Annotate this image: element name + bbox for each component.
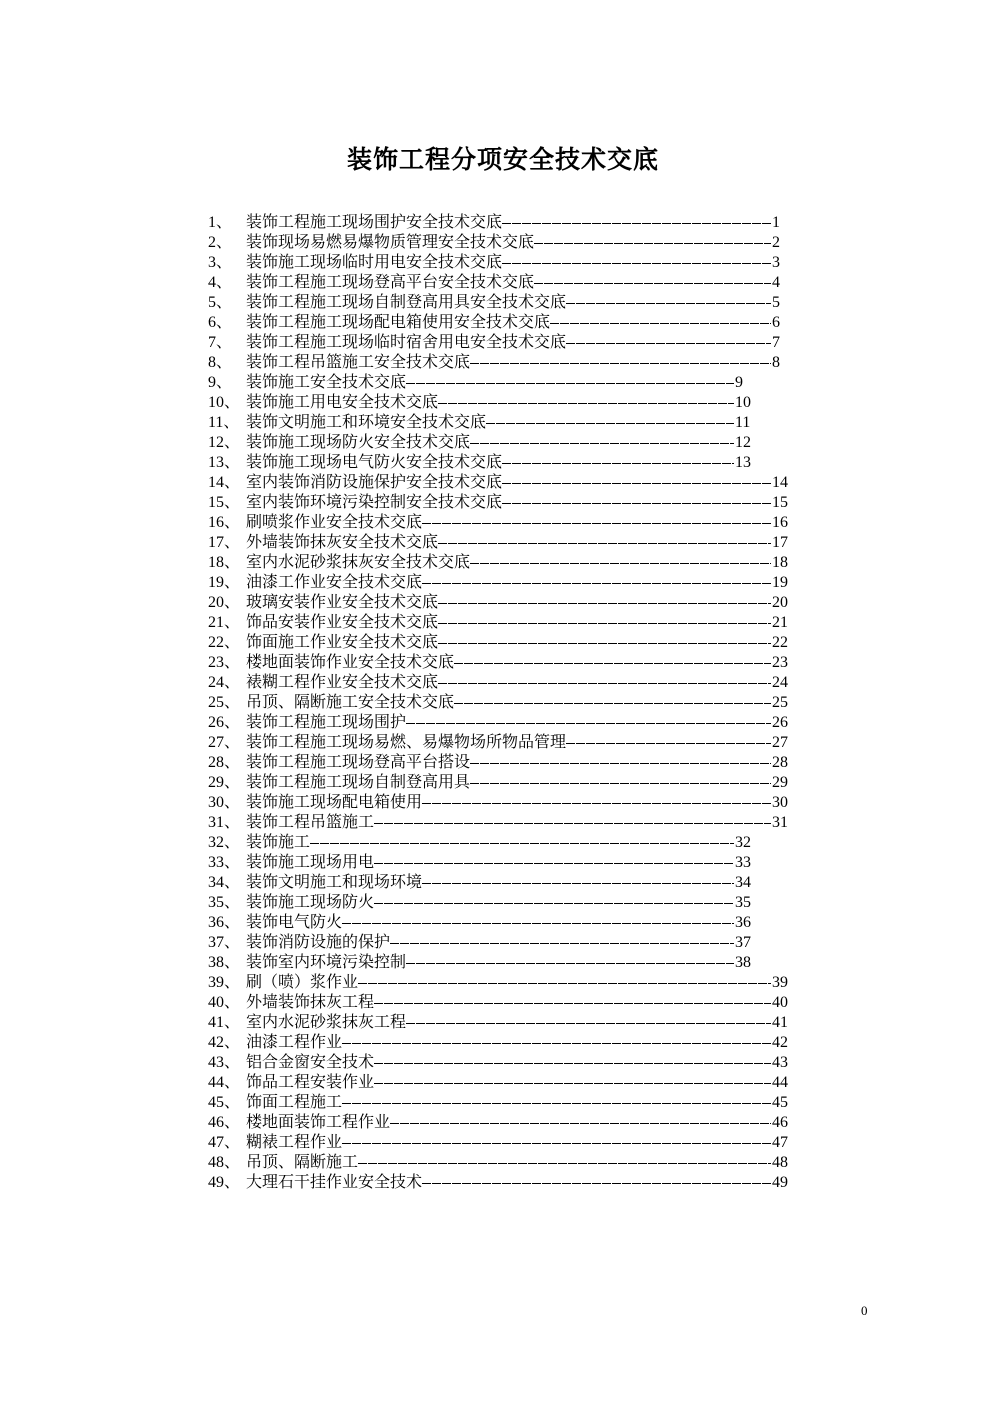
toc-entry-page: 21	[772, 614, 788, 631]
toc-entry-label: 刷喷浆作业安全技术交底	[246, 514, 423, 531]
toc-entry-number: 28、	[208, 754, 241, 771]
toc-entry-page: 32	[735, 834, 751, 851]
toc-entry-label: 装饰施工安全技术交底	[246, 374, 407, 391]
toc-leader-dashes	[342, 1043, 771, 1044]
toc-entry-number: 41、	[208, 1014, 241, 1031]
toc-leader-dashes	[438, 603, 771, 604]
toc-leader-dashes	[454, 703, 771, 704]
toc-entry-label: 装饰施工现场配电箱使用	[246, 794, 423, 811]
toc-entry-label: 铝合金窗安全技术	[246, 1054, 375, 1071]
toc-leader-dashes	[390, 943, 734, 944]
toc-entry-label: 装饰工程施工现场登高平台安全技术交底	[246, 274, 535, 291]
toc-entry-page: 16	[772, 514, 788, 531]
toc-entry-number: 6、	[208, 314, 233, 331]
toc-leader-dashes	[406, 723, 771, 724]
toc-entry-label: 吊顶、隔断施工安全技术交底	[246, 694, 455, 711]
toc-entry-page: 11	[735, 414, 751, 431]
toc-entry-page: 7	[772, 334, 780, 351]
toc-entry-label: 装饰工程施工现场自制登高用具	[246, 774, 471, 791]
toc-entry-page: 49	[772, 1174, 788, 1191]
toc-entry-page: 24	[772, 674, 788, 691]
toc-entry-label: 装饰工程施工现场配电箱使用安全技术交底	[246, 314, 551, 331]
toc-entry-label: 装饰工程施工现场登高平台搭设	[246, 754, 471, 771]
toc-entry-number: 1、	[208, 214, 233, 231]
toc-leader-dashes	[534, 283, 771, 284]
toc-leader-dashes	[374, 1063, 771, 1064]
toc-entry-label: 装饰电气防火	[246, 914, 343, 931]
toc-leader-dashes	[342, 1143, 771, 1144]
toc-entry-number: 37、	[208, 934, 241, 951]
toc-entry-number: 38、	[208, 954, 241, 971]
toc-entry-page: 40	[772, 994, 788, 1011]
toc-entry-page: 8	[772, 354, 780, 371]
toc-leader-dashes	[358, 1163, 771, 1164]
toc-entry-page: 2	[772, 234, 780, 251]
toc-leader-dashes	[374, 1083, 771, 1084]
toc-entry-page: 25	[772, 694, 788, 711]
toc-entry-page: 26	[772, 714, 788, 731]
toc-entry-label: 装饰工程吊篮施工	[246, 814, 375, 831]
toc-leader-dashes	[358, 983, 771, 984]
toc-leader-dashes	[422, 583, 771, 584]
toc-entry-label: 装饰施工用电安全技术交底	[246, 394, 439, 411]
toc-entry-label: 刷（喷）浆作业	[246, 974, 359, 991]
toc-entry-number: 31、	[208, 814, 241, 831]
toc-entry-number: 21、	[208, 614, 241, 631]
toc-entry-label: 楼地面装饰工程作业	[246, 1114, 391, 1131]
toc-entry-label: 外墙装饰抹灰安全技术交底	[246, 534, 439, 551]
toc-entry-number: 45、	[208, 1094, 241, 1111]
toc-leader-dashes	[502, 503, 771, 504]
toc-entry-page: 3	[772, 254, 780, 271]
toc-entry-number: 10、	[208, 394, 241, 411]
toc-entry-label: 装饰室内环境污染控制	[246, 954, 407, 971]
toc-entry-number: 27、	[208, 734, 241, 751]
toc-entry-label: 饰品工程安装作业	[246, 1074, 375, 1091]
toc-entry-label: 室内装饰消防设施保护安全技术交底	[246, 474, 503, 491]
toc-leader-dashes	[454, 663, 771, 664]
toc-leader-dashes	[406, 963, 734, 964]
toc-entry-number: 34、	[208, 874, 241, 891]
toc-entry-number: 13、	[208, 454, 241, 471]
toc-entry-page: 45	[772, 1094, 788, 1111]
toc-leader-dashes	[438, 543, 771, 544]
toc-entry-number: 40、	[208, 994, 241, 1011]
toc-entry-page: 28	[772, 754, 788, 771]
toc-entry-label: 装饰工程施工现场围护	[246, 714, 407, 731]
toc-entry-page: 36	[735, 914, 751, 931]
toc-leader-dashes	[342, 923, 734, 924]
toc-entry-number: 32、	[208, 834, 241, 851]
toc-entry-number: 24、	[208, 674, 241, 691]
toc-leader-dashes	[422, 883, 734, 884]
toc-entry-page: 13	[735, 454, 751, 471]
toc-entry-page: 6	[772, 314, 780, 331]
toc-entry-label: 外墙装饰抹灰工程	[246, 994, 375, 1011]
toc-entry-page: 22	[772, 634, 788, 651]
toc-leader-dashes	[422, 523, 771, 524]
toc-entry-number: 39、	[208, 974, 241, 991]
toc-entry-page: 44	[772, 1074, 788, 1091]
toc-entry-label: 装饰工程吊篮施工安全技术交底	[246, 354, 471, 371]
toc-leader-dashes	[374, 863, 734, 864]
toc-entry-label: 糊裱工程作业	[246, 1134, 343, 1151]
toc-entry-label: 裱糊工程作业安全技术交底	[246, 674, 439, 691]
toc-leader-dashes	[406, 1023, 771, 1024]
toc-entry-page: 41	[772, 1014, 788, 1031]
toc-leader-dashes	[438, 623, 771, 624]
toc-entry-number: 23、	[208, 654, 241, 671]
toc-entry-label: 室内水泥砂浆抹灰安全技术交底	[246, 554, 471, 571]
toc-entry-number: 30、	[208, 794, 241, 811]
toc-leader-dashes	[438, 683, 771, 684]
toc-leader-dashes	[406, 383, 734, 384]
toc-entry-label: 室内装饰环境污染控制安全技术交底	[246, 494, 503, 511]
toc-entry-page: 47	[772, 1134, 788, 1151]
footer-page-number: 0	[861, 1303, 868, 1318]
toc-leader-dashes	[470, 563, 771, 564]
toc-leader-dashes	[566, 343, 771, 344]
toc-entry-label: 饰面工程施工	[246, 1094, 343, 1111]
toc-entry-number: 14、	[208, 474, 241, 491]
toc-entry-number: 29、	[208, 774, 241, 791]
toc-entry-number: 26、	[208, 714, 241, 731]
toc-leader-dashes	[470, 363, 771, 364]
toc-entry-number: 12、	[208, 434, 241, 451]
toc-entry-number: 15、	[208, 494, 241, 511]
toc-entry-number: 44、	[208, 1074, 241, 1091]
toc-entry-number: 42、	[208, 1034, 241, 1051]
toc-entry-label: 装饰工程施工现场临时宿舍用电安全技术交底	[246, 334, 567, 351]
toc-entry-number: 8、	[208, 354, 233, 371]
toc-entry-label: 室内水泥砂浆抹灰工程	[246, 1014, 407, 1031]
toc-entry-number: 43、	[208, 1054, 241, 1071]
toc-entry-label: 装饰施工现场临时用电安全技术交底	[246, 254, 503, 271]
toc-leader-dashes	[470, 763, 771, 764]
toc-leader-dashes	[470, 783, 771, 784]
toc-entry-page: 37	[735, 934, 751, 951]
toc-entry-number: 16、	[208, 514, 241, 531]
toc-leader-dashes	[502, 463, 734, 464]
toc-entry-page: 17	[772, 534, 788, 551]
toc-leader-dashes	[342, 1103, 771, 1104]
toc-entry-label: 玻璃安装作业安全技术交底	[246, 594, 439, 611]
toc-entry-number: 7、	[208, 334, 233, 351]
toc-entry-number: 2、	[208, 234, 233, 251]
toc-entry-number: 20、	[208, 594, 241, 611]
toc-entry-page: 35	[735, 894, 751, 911]
toc-entry-page: 31	[772, 814, 788, 831]
toc-entry-label: 饰品安装作业安全技术交底	[246, 614, 439, 631]
toc-entry-page: 46	[772, 1114, 788, 1131]
toc-entry-number: 47、	[208, 1134, 241, 1151]
toc-entry-page: 29	[772, 774, 788, 791]
toc-entry-number: 33、	[208, 854, 241, 871]
toc-leader-dashes	[438, 403, 734, 404]
toc-entry-label: 油漆工作业安全技术交底	[246, 574, 423, 591]
toc-leader-dashes	[374, 823, 771, 824]
toc-leader-dashes	[422, 1183, 771, 1184]
toc-entry-label: 装饰现场易燃易爆物质管理安全技术交底	[246, 234, 535, 251]
toc-entry-number: 25、	[208, 694, 241, 711]
toc-entry-number: 3、	[208, 254, 233, 271]
toc-entry-page: 39	[772, 974, 788, 991]
toc-entry-page: 5	[772, 294, 780, 311]
toc-entry-number: 49、	[208, 1174, 241, 1191]
toc-entry-label: 饰面施工作业安全技术交底	[246, 634, 439, 651]
toc-entry-number: 5、	[208, 294, 233, 311]
toc-leader-dashes	[486, 423, 734, 424]
toc-leader-dashes	[502, 263, 771, 264]
toc-entry-page: 9	[735, 374, 743, 391]
toc-leader-dashes	[374, 1003, 771, 1004]
toc-leader-dashes	[438, 643, 771, 644]
toc-entry-page: 18	[772, 554, 788, 571]
toc-entry-page: 10	[735, 394, 751, 411]
toc-entry-page: 23	[772, 654, 788, 671]
toc-entry-number: 11、	[208, 414, 240, 431]
toc-entry-label: 楼地面装饰作业安全技术交底	[246, 654, 455, 671]
toc-leader-dashes	[422, 803, 771, 804]
toc-entry-page: 27	[772, 734, 788, 751]
toc-leader-dashes	[502, 483, 771, 484]
toc-entry-page: 38	[735, 954, 751, 971]
toc-entry-label: 装饰文明施工和现场环境	[246, 874, 423, 891]
toc-entry-page: 12	[735, 434, 751, 451]
toc-entry-number: 46、	[208, 1114, 241, 1131]
toc-entry-page: 20	[772, 594, 788, 611]
toc-leader-dashes	[566, 303, 771, 304]
toc-leader-dashes	[310, 843, 734, 844]
toc-leader-dashes	[470, 443, 734, 444]
toc-entry-page: 1	[772, 214, 780, 231]
toc-entry-number: 22、	[208, 634, 241, 651]
toc-entry-number: 36、	[208, 914, 241, 931]
toc-entry-label: 装饰工程施工现场围护安全技术交底	[246, 214, 503, 231]
toc-entry-page: 48	[772, 1154, 788, 1171]
toc-leader-dashes	[390, 1123, 771, 1124]
document-title: 装饰工程分项安全技术交底	[346, 147, 659, 174]
toc-entry-page: 30	[772, 794, 788, 811]
toc-entry-page: 19	[772, 574, 788, 591]
toc-entry-page: 34	[735, 874, 751, 891]
toc-entry-label: 装饰施工现场防火安全技术交底	[246, 434, 471, 451]
toc-entry-label: 装饰施工现场用电	[246, 854, 375, 871]
toc-entry-page: 33	[735, 854, 751, 871]
toc-leader-dashes	[374, 903, 734, 904]
toc-entry-page: 42	[772, 1034, 788, 1051]
toc-entry-label: 装饰消防设施的保护	[246, 934, 391, 951]
toc-entry-label: 装饰施工现场防火	[246, 894, 375, 911]
toc-entry-page: 43	[772, 1054, 788, 1071]
toc-entry-number: 48、	[208, 1154, 241, 1171]
toc-entry-label: 装饰施工现场电气防火安全技术交底	[246, 454, 503, 471]
toc-entry-label: 吊顶、隔断施工	[246, 1154, 359, 1171]
toc-entry-number: 35、	[208, 894, 241, 911]
toc-entry-number: 9、	[208, 374, 233, 391]
toc-entry-label: 装饰工程施工现场易燃、易爆物场所物品管理	[246, 734, 567, 751]
toc-leader-dashes	[534, 243, 771, 244]
toc-leader-dashes	[566, 743, 771, 744]
toc-entry-page: 14	[772, 474, 788, 491]
toc-leader-dashes	[502, 223, 771, 224]
toc-entry-number: 4、	[208, 274, 233, 291]
toc-entry-label: 装饰施工	[246, 834, 311, 851]
toc-entry-page: 4	[772, 274, 780, 291]
toc-entry-number: 19、	[208, 574, 241, 591]
toc-entry-number: 18、	[208, 554, 241, 571]
toc-leader-dashes	[550, 323, 771, 324]
toc-entry-label: 装饰文明施工和环境安全技术交底	[246, 414, 487, 431]
toc-entry-label: 装饰工程施工现场自制登高用具安全技术交底	[246, 294, 567, 311]
toc-entry-number: 17、	[208, 534, 241, 551]
toc-entry-label: 油漆工程作业	[246, 1034, 343, 1051]
toc-entry-page: 15	[772, 494, 788, 511]
toc-entry-label: 大理石干挂作业安全技术	[246, 1174, 423, 1191]
